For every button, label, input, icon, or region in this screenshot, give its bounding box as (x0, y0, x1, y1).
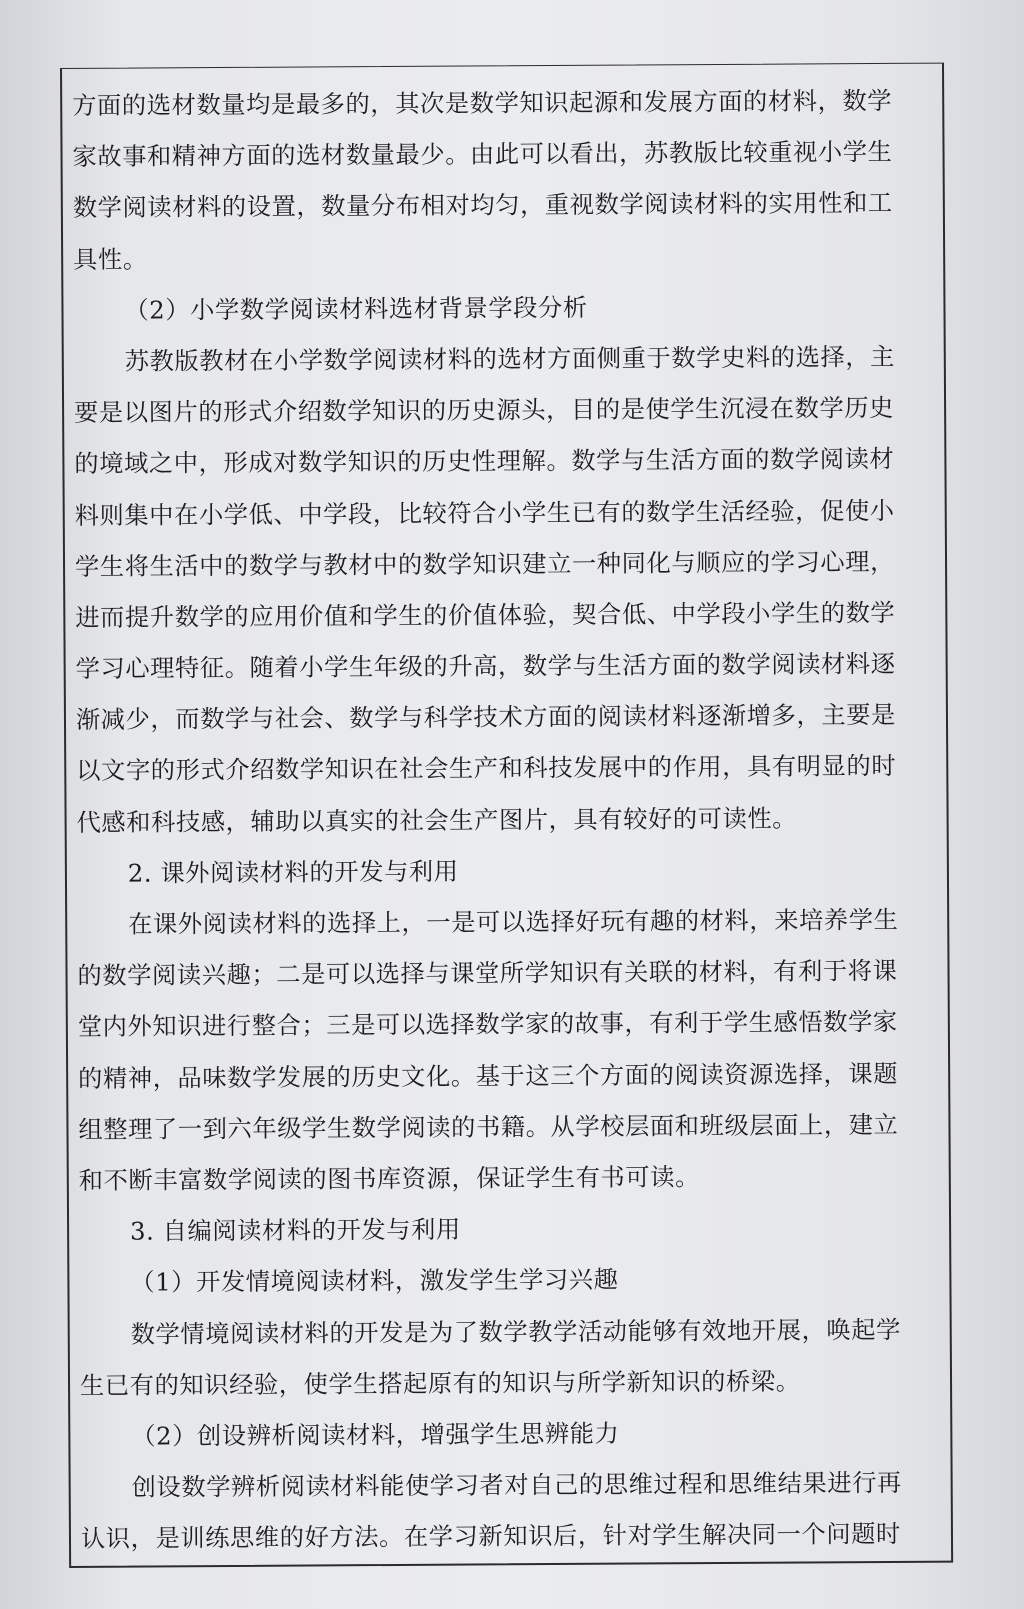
text-line: 代感和科技感，辅助以真实的社会生产图片，具有较好的可读性。 (76, 803, 798, 837)
text-line: 要是以图片的形式介绍数学知识的历史源头，目的是使学生沉浸在数学历史 (73, 393, 895, 428)
subsection-heading: （2）创设辨析阅读材料，增强学生思辨能力 (131, 1418, 620, 1451)
text-line: 堂内外知识进行整合；三是可以选择数学家的故事，有利于学生感悟数学家 (77, 1007, 898, 1042)
text-line: 在课外阅读材料的选择上，一是可以选择好玩有趣的材料，来培养学生 (128, 904, 899, 939)
section-heading: 2. 课外阅读材料的开发与利用 (127, 856, 459, 888)
text-line: 数学情境阅读材料的开发是为了数学教学活动能够有效地开展，唤起学 (130, 1314, 901, 1349)
text-line: 家故事和精神方面的选材数量最少。由此可以看出，苏教版比较重视小学生 (72, 137, 893, 172)
text-line: 数学阅读材料的设置，数量分布相对均匀，重视数学阅读材料的实用性和工 (72, 188, 893, 223)
text-line: 和不断丰富数学阅读的图书库资源，保证学生有书可读。 (78, 1162, 700, 1195)
text-line: 渐减少，而数学与社会、数学与科学技术方面的阅读材料逐渐增多，主要是 (75, 700, 896, 735)
text-line: 料则集中在小学低、中学段，比较符合小学生已有的数学生活经验，促使小 (74, 495, 895, 530)
text-line: 方面的选材数量均是最多的，其次是数学知识起源和发展方面的材料，数学 (72, 85, 893, 120)
text-line: 创设数学辨析阅读材料能使学习者对自己的思维过程和思维结果进行再 (131, 1468, 902, 1502)
text-line: 的精神，品味数学发展的历史文化。基于这三个方面的阅读资源选择，课题 (78, 1058, 899, 1093)
text-line: 的数学阅读兴趣；二是可以选择与课堂所学知识有关联的材料，有利于将课 (77, 956, 898, 991)
text-line: 的境域之中，形成对数学知识的历史性理解。数学与生活方面的数学阅读材 (74, 444, 895, 479)
text-line: 学生将生活中的数学与教材中的数学知识建立一种同化与顺应的学习心理， (74, 546, 895, 581)
text-line: 生已有的知识经验，使学生搭起原有的知识与所学新知识的桥梁。 (79, 1366, 801, 1400)
section-heading: 3. 自编阅读材料的开发与利用 (129, 1214, 461, 1246)
text-line: 学习心理特征。随着小学生年级的升高，数学与生活方面的数学阅读材料逐 (75, 649, 896, 684)
text-line: 组整理了一到六年级学生数学阅读的书籍。从学校层面和班级层面上，建立 (78, 1109, 899, 1144)
document-body (72, 75, 947, 1565)
text-line: 苏教版教材在小学数学阅读材料的选材方面侧重于数学史料的选择，主 (124, 341, 896, 376)
text-line: 进而提升数学的应用价值和学生的价值体验，契合低、中学段小学生的数学 (75, 597, 896, 632)
section-heading: （2）小学数学阅读材料选材背景学段分析 (124, 292, 588, 325)
text-line: 具性。 (73, 244, 148, 274)
subsection-heading: （1）开发情境阅读材料，激发学生学习兴趣 (130, 1264, 619, 1297)
text-line: 认识，是训练思维的好方法。在学习新知识后，针对学生解决同一个问题时 (80, 1519, 901, 1554)
text-line: 以文字的形式介绍数学知识在社会生产和科技发展中的作用，具有明显的时 (76, 751, 897, 786)
